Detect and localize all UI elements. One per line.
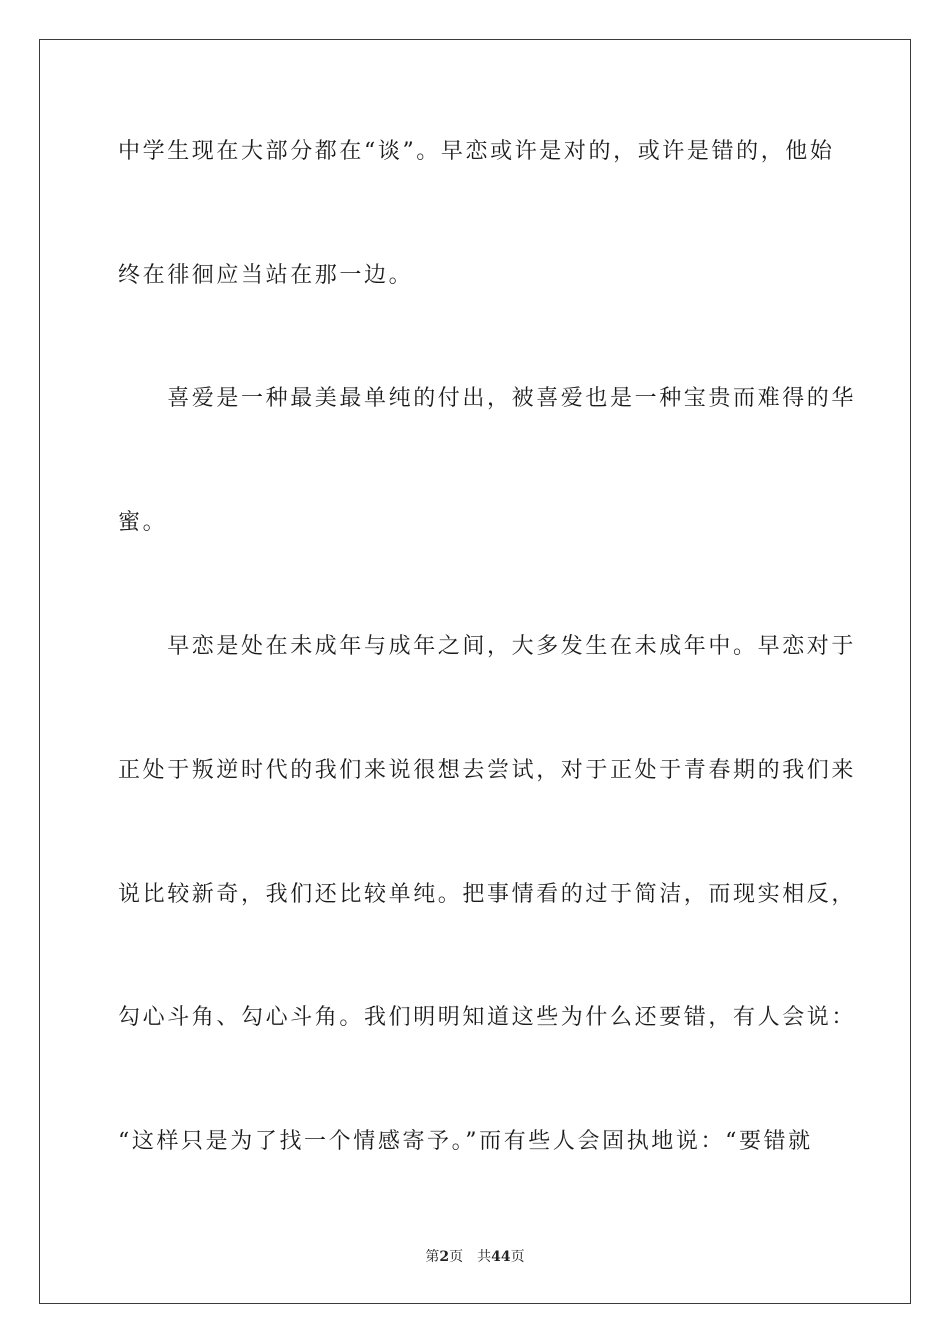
page-current: 2 <box>439 1249 450 1265</box>
page-prefix: 第 <box>425 1249 440 1265</box>
total-prefix: 共 <box>477 1249 492 1265</box>
text-line: 蜜。 <box>118 510 168 535</box>
text-line: 中学生现在大部分都在“谈”。早恋或许是对的，或许是错的，他始 <box>118 139 835 164</box>
page-suffix: 页 <box>449 1249 464 1265</box>
text-line: 终在徘徊应当站在那一边。 <box>118 263 414 288</box>
total-suffix: 页 <box>510 1249 525 1265</box>
text-line: 说比较新奇，我们还比较单纯。把事情看的过于简洁，而现实相反， <box>118 882 857 907</box>
text-line: 勾心斗角、勾心斗角。我们明明知道这些为什么还要错，有人会说： <box>118 1005 857 1030</box>
text-line: “这样只是为了找一个情感寄予。”而有些人会固执地说：“要错就 <box>118 1129 813 1154</box>
text-line: 喜爱是一种最美最单纯的付出，被喜爱也是一种宝贵而难得的华 <box>118 386 857 411</box>
page-total: 44 <box>491 1249 511 1265</box>
page-footer <box>0 1248 950 1266</box>
text-line: 正处于叛逆时代的我们来说很想去尝试，对于正处于青春期的我们来 <box>118 758 857 783</box>
text-line: 早恋是处在未成年与成年之间，大多发生在未成年中。早恋对于 <box>118 634 857 659</box>
page-border <box>39 39 911 1304</box>
